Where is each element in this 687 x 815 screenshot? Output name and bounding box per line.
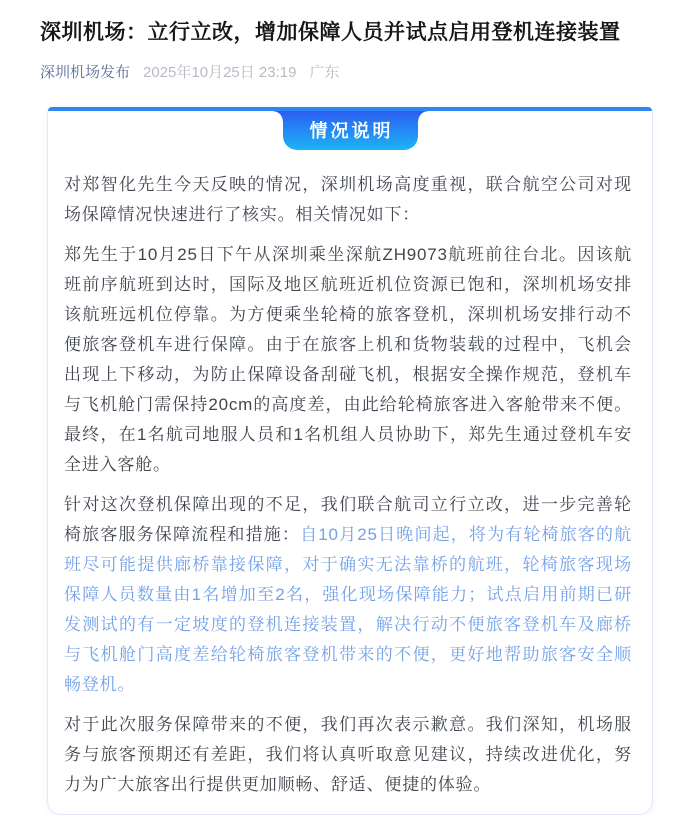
statement-badge: 情况说明 <box>283 111 418 150</box>
account-name-link[interactable]: 深圳机场发布 <box>40 64 131 82</box>
paragraph-measures <box>64 490 632 700</box>
statement-card <box>47 107 653 815</box>
paragraph-intro: 对郑智化先生今天反映的情况，深圳机场高度重视，联合航空公司对现场保障情况快速进行了核实。相关情况如下： <box>64 175 632 225</box>
publish-region: 广东 <box>309 64 340 82</box>
article-title: 深圳机场：立行立改，增加保障人员并试点启用登机连接装置 <box>40 21 621 44</box>
badge-row <box>48 111 652 150</box>
measures-lead-text: 针对这次登机保障出现的不足，我们联合航司立行立改，进一步完善轮椅旅客服务保障流程和措施： <box>64 495 632 545</box>
paragraph-incident: 郑先生于10月25日下午从深圳乘坐深航ZH9073航班前往台北。因该航班前序航班到达时，国际及地区航班近机位资源已饱和，深圳机场安排该航班远机位停靠。为方便乘坐轮椅的旅客登机，深圳机场安排行动不便旅客登机车进行保障。由于在旅客上机和货物装载的过程中，飞机会出现上下移动，为防止保障设备刮碰飞机，根据安全操作规范，登机车与飞机舱门需保持20cm的高度差，由此给轮椅旅客进入客舱带来不便。最终，在1名航司地服人员和1名机组人员协助下，郑先生通过登机车安全进入客舱。 <box>64 245 632 475</box>
publish-datetime: 2025年10月25日 23:19 <box>143 64 297 82</box>
measures-highlight-text: 自10月25日晚间起，将为有轮椅旅客的航班尽可能提供廊桥靠接保障，对于确实无法靠桥的航班，轮椅旅客现场保障人员数量由1名增加至2名，强化现场保障能力；试点启用前期已研发测试的有一定坡度的登机连接装置，解决行动不便旅客登机车及廊桥与飞机舱门高度差给轮椅旅客登机带来的不便，更好地帮助旅客安全顺畅登机。 <box>64 525 632 695</box>
paragraph-apology: 对于此次服务保障带来的不便，我们再次表示歉意。我们深知，机场服务与旅客预期还有差距，我们将认真听取意见建议，持续改进优化，努力为广大旅客出行提供更加顺畅、舒适、便捷的体验。 <box>64 715 632 795</box>
byline <box>40 61 653 82</box>
statement-body <box>48 150 652 814</box>
